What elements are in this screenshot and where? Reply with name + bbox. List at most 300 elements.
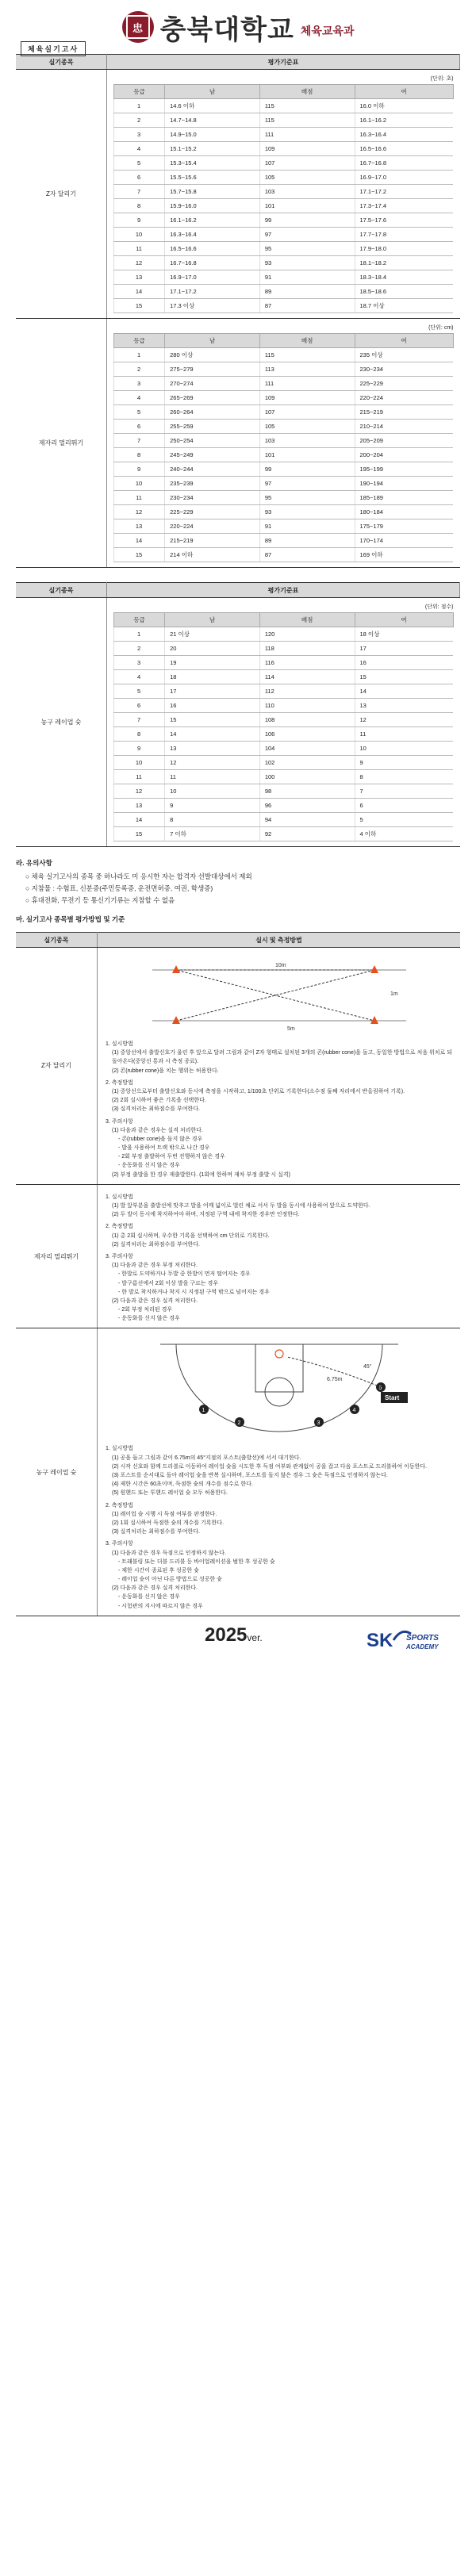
grade-cell: 15	[114, 548, 165, 562]
grade-cell: 17	[355, 642, 453, 656]
post-number: 5	[378, 1386, 382, 1392]
grade-cell: 260~264	[165, 405, 260, 420]
grade-cell: 9	[114, 742, 165, 756]
grade-cell: 14.7~14.8	[165, 113, 260, 128]
grade-cell: 255~259	[165, 420, 260, 434]
grade-table	[113, 612, 454, 841]
method-line: - 발구름선에서 2회 이상 발을 구르는 경우	[118, 1280, 219, 1286]
post-number: 3	[317, 1420, 320, 1427]
grade-row	[114, 534, 454, 548]
method-line: 1. 실시방법	[106, 1194, 133, 1200]
grade-row	[114, 713, 454, 727]
grade-cell: 11	[355, 727, 453, 742]
grade-cell: 280 이상	[165, 348, 260, 362]
grade-cell: 5	[114, 405, 165, 420]
grade-cell: 13	[114, 799, 165, 813]
grade-cell: 19	[165, 656, 260, 670]
grade-cell: 10	[114, 756, 165, 770]
grade-cell: 270~274	[165, 377, 260, 391]
event-standards	[107, 598, 460, 847]
grade-cell: 3	[114, 656, 165, 670]
grade-cell: 99	[259, 462, 355, 477]
grade-cell: 7	[114, 185, 165, 199]
grade-cell: 18.7 이상	[355, 299, 453, 313]
grade-cell: 230~234	[165, 491, 260, 505]
grade-cell: 210~214	[355, 420, 453, 434]
grade-cell: 1	[114, 627, 165, 642]
year-label: 2025ver.	[205, 1623, 263, 1646]
sports-academy-logo-icon	[365, 1623, 452, 1654]
grade-cell: 11	[114, 491, 165, 505]
grade-cell: 214 이하	[165, 548, 260, 562]
event-standards	[107, 319, 460, 568]
grade-row	[114, 799, 454, 813]
method-line: (1) 중앙선에서 출발신호가 울린 후 앞으로 달려 그림과 같이 Z자 형태로 설치된 3개의 콘(rubber cone)을 돌고, 동일한 방법으로 처음 위치로 되돌아온다(중앙선 통과 시 측정 종료).	[112, 1050, 452, 1065]
post-number: 4	[352, 1408, 355, 1414]
grade-cell: 17.5~17.6	[355, 213, 453, 228]
grade-cell: 16.0 이하	[355, 99, 453, 113]
brand-bottom: ACADEMY	[406, 1643, 439, 1650]
grade-row	[114, 171, 454, 185]
grade-col-header: 등급	[114, 334, 165, 348]
grade-cell: 16.3~16.4	[165, 228, 260, 242]
grade-col-header: 남	[165, 85, 260, 99]
grade-cell: 113	[259, 362, 355, 377]
grade-cell: 17.7~17.8	[355, 228, 453, 242]
method-line: - 2회 부정 출발하여 두번 진행하지 않은 경우	[118, 1154, 225, 1160]
grade-cell: 101	[259, 199, 355, 213]
grade-cell: 215~219	[355, 405, 453, 420]
grade-row	[114, 128, 454, 142]
grade-row	[114, 684, 454, 699]
grade-cell: 16.5~16.6	[355, 142, 453, 156]
grade-cell: 17.3 이상	[165, 299, 260, 313]
grade-row	[114, 505, 454, 519]
grade-cell: 220~224	[355, 391, 453, 405]
grade-cell: 10	[165, 784, 260, 799]
grade-cell: 18.1~18.2	[355, 256, 453, 270]
grade-row	[114, 185, 454, 199]
method-line: (1) 발 앞부분을 출발선에 맞추고 발을 어깨 넓이로 벌린 채로 서서 두 발을 동시에 사용하여 앞으로 도약한다.	[112, 1203, 370, 1209]
grade-row	[114, 656, 454, 670]
grade-cell: 16	[355, 656, 453, 670]
grade-row	[114, 642, 454, 656]
grade-cell: 101	[259, 448, 355, 462]
grade-cell: 215~219	[165, 534, 260, 548]
hoop-icon	[275, 1350, 283, 1358]
grade-cell: 107	[259, 405, 355, 420]
grade-cell: 12	[114, 256, 165, 270]
grade-cell: 1	[114, 348, 165, 362]
grade-cell: 5	[355, 813, 453, 827]
grade-cell: 91	[259, 519, 355, 534]
method-line: - 한 발로 착지하거나 착지 시 지정된 구역 밖으로 넘어지는 경우	[118, 1289, 270, 1295]
grade-row	[114, 670, 454, 684]
grade-row	[114, 199, 454, 213]
note-item: ○ 휴대전화, 무전기 등 통신기기류는 지참할 수 없음	[25, 896, 175, 904]
grade-cell: 8	[114, 199, 165, 213]
grade-cell: 9	[114, 462, 165, 477]
grade-table	[113, 84, 454, 313]
method-event-name: 제자리 멀리뛰기	[16, 1184, 98, 1328]
method-line: 1. 실시방법	[106, 1446, 133, 1452]
grade-cell: 4	[114, 142, 165, 156]
grade-cell: 169 이하	[355, 548, 453, 562]
method-line: - 트래블링 또는 더블 드리블 등 바이얼레이션을 범한 후 성공한 슛	[118, 1558, 275, 1565]
grade-cell: 104	[259, 742, 355, 756]
grade-col-header: 여	[355, 613, 453, 627]
method-description	[98, 1184, 461, 1328]
grade-cell: 14.9~15.0	[165, 128, 260, 142]
grade-cell: 12	[355, 713, 453, 727]
grade-col-header: 등급	[114, 613, 165, 627]
grade-cell: 18	[165, 670, 260, 684]
grade-row	[114, 727, 454, 742]
grade-cell: 200~204	[355, 448, 453, 462]
col-item-header: 실기종목	[16, 933, 98, 948]
grade-row	[114, 813, 454, 827]
grade-cell: 4 이하	[355, 827, 453, 841]
cone-icon	[370, 965, 378, 973]
method-line: (1) 다음과 같은 경우 부정 처리한다.	[112, 1263, 198, 1269]
grade-row	[114, 142, 454, 156]
grade-cell: 99	[259, 213, 355, 228]
grade-cell: 220~224	[165, 519, 260, 534]
grade-cell: 16.1~16.2	[165, 213, 260, 228]
grade-cell: 15	[114, 299, 165, 313]
grade-cell: 7	[114, 713, 165, 727]
grade-cell: 20	[165, 642, 260, 656]
grade-cell: 6	[114, 171, 165, 185]
grade-row	[114, 627, 454, 642]
grade-cell: 15.5~15.6	[165, 171, 260, 185]
grade-cell: 16	[165, 699, 260, 713]
grade-cell: 87	[259, 299, 355, 313]
unit-label: (단위: 초)	[430, 76, 454, 82]
grade-cell: 17	[165, 684, 260, 699]
method-line: (1) 다음과 같은 경우는 실격 처리한다.	[112, 1127, 203, 1133]
grade-cell: 1	[114, 99, 165, 113]
grade-cell: 205~209	[355, 434, 453, 448]
unit-label: (단위: 점수)	[424, 604, 454, 610]
methods-title: 마. 실기고사 종목별 평가방법 및 기준	[16, 915, 125, 923]
grade-cell: 7	[355, 784, 453, 799]
grade-cell: 6	[114, 699, 165, 713]
grade-cell: 16.9~17.0	[355, 171, 453, 185]
grade-cell: 170~174	[355, 534, 453, 548]
grade-cell: 13	[114, 519, 165, 534]
grade-row	[114, 156, 454, 171]
method-line: (2) 다음과 같은 경우 실격 처리한다.	[112, 1298, 198, 1304]
method-line: (3) 실격처리는 최하점수를 부여한다.	[112, 1106, 201, 1113]
grade-row	[114, 299, 454, 313]
grade-col-header: 남	[165, 613, 260, 627]
grade-cell: 12	[114, 505, 165, 519]
grade-row	[114, 491, 454, 505]
event-name: Z자 달리기	[16, 70, 107, 319]
grade-cell: 96	[259, 799, 355, 813]
method-row	[16, 948, 460, 1185]
grade-cell: 114	[259, 670, 355, 684]
grade-cell: 10	[114, 477, 165, 491]
grade-cell: 5	[114, 156, 165, 171]
grade-cell: 12	[114, 784, 165, 799]
method-line: 2. 측정방법	[106, 1224, 133, 1230]
grade-cell: 8	[114, 727, 165, 742]
grade-cell: 89	[259, 285, 355, 299]
grade-cell: 110	[259, 699, 355, 713]
grade-cell: 17.1~17.2	[355, 185, 453, 199]
grade-cell: 225~229	[165, 505, 260, 519]
grade-cell: 15.7~15.8	[165, 185, 260, 199]
method-line: (3) 실격처리는 최하점수를 부여한다.	[112, 1529, 201, 1535]
grade-cell: 115	[259, 348, 355, 362]
grade-cell: 15	[355, 670, 453, 684]
col-item-header: 실기종목	[16, 583, 107, 598]
grade-cell: 15.1~15.2	[165, 142, 260, 156]
section-label: 체육실기고사	[21, 41, 86, 56]
grade-row	[114, 519, 454, 534]
grade-cell: 6	[114, 420, 165, 434]
grade-cell: 190~194	[355, 477, 453, 491]
grade-cell: 16.9~17.0	[165, 270, 260, 285]
grade-header-row	[114, 334, 454, 348]
method-line: (1) 다음과 같은 경우 득점으로 인정하지 않는다.	[112, 1550, 226, 1556]
grade-cell: 17.3~17.4	[355, 199, 453, 213]
method-line: - 한발로 도약하거나 두발 중 한발이 먼저 떨어지는 경우	[118, 1271, 251, 1278]
grade-cell: 2	[114, 362, 165, 377]
grade-cell: 250~254	[165, 434, 260, 448]
grade-cell: 225~229	[355, 377, 453, 391]
col-standard-header: 평가기준표	[107, 583, 460, 598]
note-item: ○ 체육 실기고사의 종목 중 하나라도 미 응시한 자는 합격자 선발대상에서 제외	[25, 872, 252, 880]
grade-cell: 13	[355, 699, 453, 713]
grade-cell: 17.1~17.2	[165, 285, 260, 299]
method-line: - 제한 시간이 종료된 후 성공한 슛	[118, 1567, 199, 1574]
grade-table	[113, 333, 454, 562]
grade-cell: 91	[259, 270, 355, 285]
grade-cell: 9	[355, 756, 453, 770]
diagram-label: 10m	[274, 963, 286, 968]
grade-row	[114, 770, 454, 784]
grade-cell: 7 이하	[165, 827, 260, 841]
department-name: 체육교육과	[300, 25, 355, 37]
method-line: 1. 실시방법	[106, 1041, 133, 1047]
grade-cell: 95	[259, 242, 355, 256]
standards-table-2	[16, 582, 460, 847]
grade-col-header: 여	[355, 334, 453, 348]
grade-cell: 13	[114, 270, 165, 285]
grade-cell: 4	[114, 391, 165, 405]
grade-cell: 10	[114, 228, 165, 242]
col-standard-header: 평가기준표	[107, 55, 460, 70]
university-name: 충북대학교	[159, 14, 294, 45]
grade-cell: 100	[259, 770, 355, 784]
grade-cell: 265~269	[165, 391, 260, 405]
grade-cell: 118	[259, 642, 355, 656]
grade-cell: 195~199	[355, 462, 453, 477]
notes-section	[16, 858, 460, 924]
method-event-name: 농구 레이업 슛	[16, 1328, 98, 1616]
grade-col-header: 배점	[259, 613, 355, 627]
method-line: (2) 두 발이 동시에 착지하여야 하며, 지정된 구역 내에 착지한 경우만 인정한다.	[112, 1212, 300, 1218]
grade-cell: 11	[114, 770, 165, 784]
grade-cell: 16.5~16.6	[165, 242, 260, 256]
grade-row	[114, 462, 454, 477]
grade-cell: 8	[114, 448, 165, 462]
grade-cell: 4	[114, 670, 165, 684]
post-number: 2	[237, 1420, 240, 1427]
grade-cell: 13	[165, 742, 260, 756]
method-line: (2) 부정 출발을 한 경우 재출발한다. (1회에 한하며 재차 부정 출발 시 실격)	[112, 1171, 290, 1178]
method-line: - 콘(rubber cone)을 돌지 않은 경우	[118, 1136, 203, 1142]
grade-cell: 107	[259, 156, 355, 171]
grade-cell: 92	[259, 827, 355, 841]
grade-cell: 235 이상	[355, 348, 453, 362]
method-description	[98, 1328, 461, 1616]
grade-row	[114, 377, 454, 391]
grade-row	[114, 285, 454, 299]
method-line: (2) 콘(rubber cone)을 치는 행위는 허용한다.	[112, 1068, 219, 1074]
method-line: - 운동화를 신지 않은 경우	[118, 1594, 180, 1600]
grade-cell: 18.3~18.4	[355, 270, 453, 285]
grade-cell: 14	[114, 285, 165, 299]
method-line: - 운동화를 신지 않은 경우	[118, 1316, 180, 1322]
grade-cell: 8	[355, 770, 453, 784]
notes-title: 라. 유의사항	[16, 859, 52, 867]
grade-cell: 10	[355, 742, 453, 756]
grade-cell: 15.9~16.0	[165, 199, 260, 213]
grade-cell: 21 이상	[165, 627, 260, 642]
grade-cell: 235~239	[165, 477, 260, 491]
method-line: 2. 측정방법	[106, 1502, 133, 1508]
event-name: 제자리 멀리뛰기	[16, 319, 107, 568]
grade-cell: 115	[259, 113, 355, 128]
method-line: (2) 시작 신호와 함께 드리블로 이동하여 레이업 슛을 시도한 후 득점 여부와 관계없이 공을 잡고 다음 포스트로 드리블하여 이동한다.	[112, 1463, 428, 1470]
grade-cell: 3	[114, 377, 165, 391]
grade-row	[114, 228, 454, 242]
method-line: - 레이업 슛이 아닌 다른 방법으로 성공한 슛	[118, 1577, 222, 1583]
methods-header-row	[16, 933, 460, 948]
note-item: ○ 지참물 : 수험표, 신분증(주민등록증, 운전면허증, 여권, 학생증)	[25, 884, 213, 892]
key-area	[255, 1344, 303, 1392]
grade-row	[114, 699, 454, 713]
method-line: (1) 총 2회 실시하며, 우수한 기록을 선택하여 cm 단위로 기록한다.	[112, 1232, 270, 1239]
grade-cell: 230~234	[355, 362, 453, 377]
grade-row	[114, 756, 454, 770]
grade-row	[114, 242, 454, 256]
grade-row	[114, 270, 454, 285]
brand-mark: SK	[367, 1629, 393, 1651]
grade-cell: 120	[259, 627, 355, 642]
method-line: - 발을 사용하여 트랙 밖으로 나간 경우	[118, 1145, 210, 1152]
grade-cell: 11	[114, 242, 165, 256]
method-line: - 운동화를 신지 않은 경우	[118, 1163, 180, 1169]
method-line: (2) 다음과 같은 경우 실격 처리한다.	[112, 1585, 198, 1592]
layup-court-diagram	[129, 1336, 430, 1439]
method-line: - 2회 부정 처리된 경우	[118, 1307, 173, 1313]
brand-top: SPORTS	[406, 1633, 439, 1643]
grade-cell: 14	[355, 684, 453, 699]
grade-cell: 95	[259, 491, 355, 505]
grade-cell: 6	[355, 799, 453, 813]
method-line: (2) 실격처리는 최하점수를 부여한다.	[112, 1241, 201, 1248]
grade-row	[114, 548, 454, 562]
grade-col-header: 배점	[259, 85, 355, 99]
grade-cell: 93	[259, 505, 355, 519]
grade-cell: 5	[114, 684, 165, 699]
grade-cell: 16.7~16.8	[165, 256, 260, 270]
grade-cell: 2	[114, 642, 165, 656]
grade-cell: 8	[165, 813, 260, 827]
grade-cell: 111	[259, 377, 355, 391]
grade-cell: 15	[165, 713, 260, 727]
method-line: (1) 레이업 슛 시행 시 득점 여부를 판정한다.	[112, 1511, 217, 1517]
method-line: 3. 주의사항	[106, 1541, 133, 1547]
dribble-path	[287, 1357, 381, 1387]
distance-label: 6.75m	[326, 1377, 342, 1383]
grade-cell: 97	[259, 228, 355, 242]
grade-cell: 97	[259, 477, 355, 491]
col-method-header: 실시 및 측정방법	[98, 933, 461, 948]
angle-label: 45°	[363, 1364, 372, 1370]
method-line: (2) 2회 실시하여 좋은 기록을 선택한다.	[112, 1098, 206, 1104]
method-line: (5) 원핸드 또는 투핸드 레이업 슛 모두 허용한다.	[112, 1490, 228, 1497]
grade-cell: 3	[114, 128, 165, 142]
grade-cell: 105	[259, 420, 355, 434]
grade-row	[114, 784, 454, 799]
logo-letter: 忠	[126, 15, 150, 39]
event-name: 농구 레이업 슛	[16, 598, 107, 847]
event-row	[16, 319, 460, 568]
method-line: 3. 주의사항	[106, 1118, 133, 1125]
cone-icon	[172, 1016, 180, 1024]
grade-cell: 87	[259, 548, 355, 562]
grade-cell: 2	[114, 113, 165, 128]
grade-row	[114, 448, 454, 462]
grade-row	[114, 420, 454, 434]
grade-row	[114, 405, 454, 420]
grade-cell: 185~189	[355, 491, 453, 505]
grade-cell: 105	[259, 171, 355, 185]
footer	[0, 1616, 476, 1670]
grade-cell: 15	[114, 827, 165, 841]
grade-row	[114, 434, 454, 448]
event-row	[16, 598, 460, 847]
zigzag-course-diagram	[129, 956, 430, 1035]
event-row	[16, 70, 460, 319]
grade-cell: 116	[259, 656, 355, 670]
grade-cell: 115	[259, 99, 355, 113]
grade-cell: 109	[259, 391, 355, 405]
grade-cell: 9	[114, 213, 165, 228]
grade-cell: 18 이상	[355, 627, 453, 642]
grade-cell: 109	[259, 142, 355, 156]
grade-cell: 106	[259, 727, 355, 742]
method-line: (4) 제한 시간은 60초이며, 득점한 슛의 개수를 점수로 한다.	[112, 1482, 253, 1488]
grade-cell: 180~184	[355, 505, 453, 519]
grade-cell: 93	[259, 256, 355, 270]
grade-col-header: 남	[165, 334, 260, 348]
grade-cell: 16.1~16.2	[355, 113, 453, 128]
standards-header-row	[16, 583, 460, 598]
cone-icon	[172, 965, 180, 973]
method-row	[16, 1328, 460, 1616]
method-line: (1) 중앙선으로부터 출발신호와 동시에 측정을 시작하고, 1/100초 단위로 기록한다(소수점 둘째 자리에서 반올림하여 기록).	[112, 1088, 405, 1094]
standards-header-row	[16, 55, 460, 70]
col-item-header: 실기종목	[16, 55, 107, 70]
grade-cell: 175~179	[355, 519, 453, 534]
